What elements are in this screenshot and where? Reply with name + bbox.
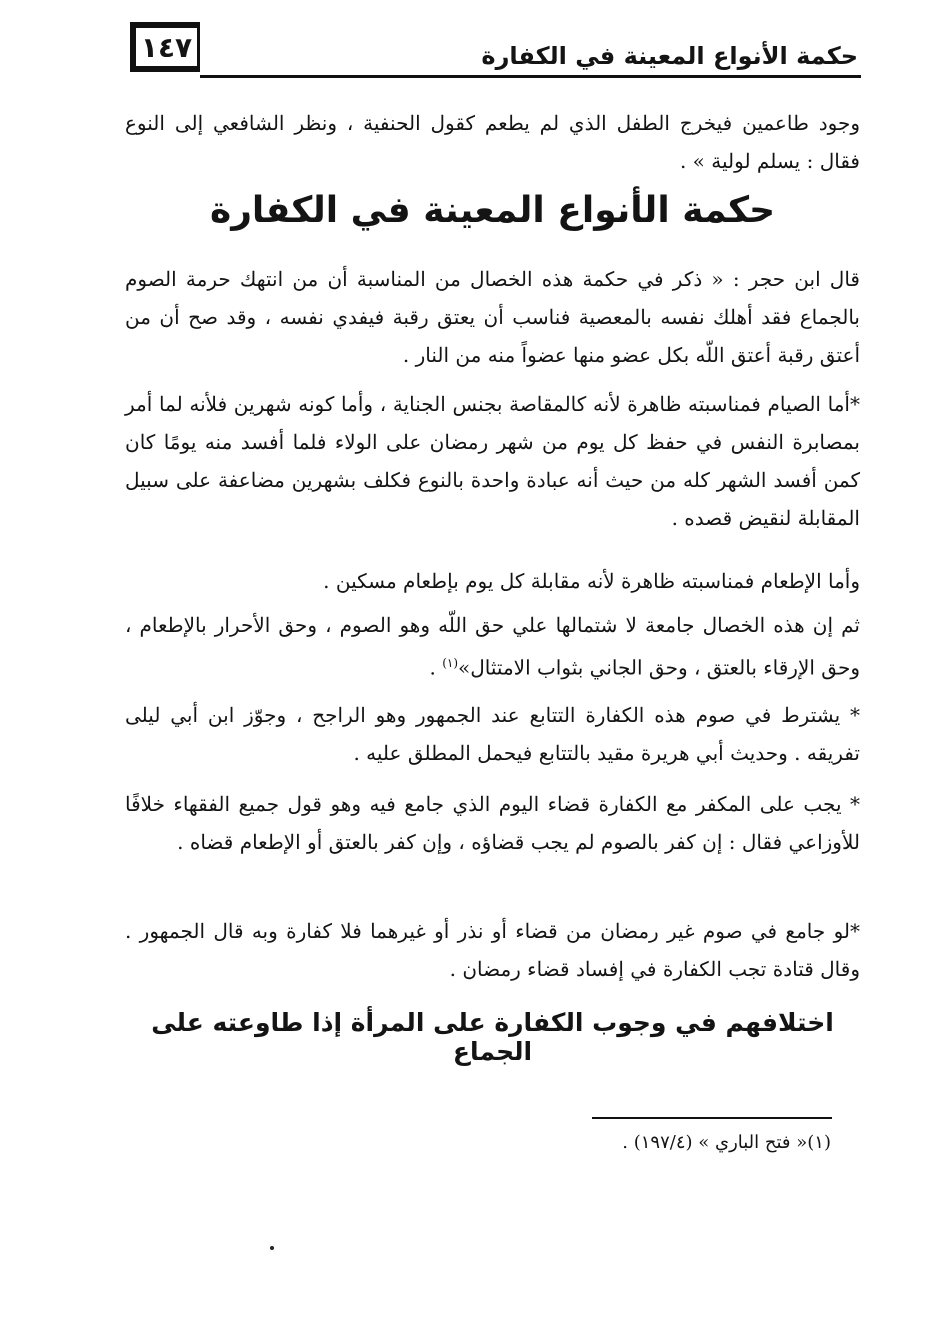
paragraph-continuation [125,104,860,180]
paragraph-feeding [125,562,860,600]
paragraph-makeup [125,785,860,861]
page-number [130,22,200,72]
running-title: حكمة الأنواع المعينة في الكفارة [481,42,858,70]
paragraph-fasting [125,385,860,537]
paragraph-text: وجود طاعمين فيخرج الطفل الذي لم يطعم كقول الحنفية ، ونظر الشافعي إلى النوع فقال : يسلم لولية » . [125,111,860,173]
paragraph-ibn-hajar [125,260,860,374]
footnote-ref: (١) [442,656,459,670]
footnote: (١)« فتح الباري » (١٩٧/٤) . [622,1132,831,1153]
paragraph-text: ثم إن هذه الخصال جامعة لا شتمالها علي حق اللّه وهو الصوم ، وحق الأحرار بالإطعام ، وحق الإرقاء بالعتق ، وحق الجاني بثواب الامتثال» [125,613,860,680]
paragraph-text-wrap [125,606,860,687]
header-rule [200,75,861,78]
paragraph-other-fasts [125,912,860,988]
paragraph-succession [125,696,860,772]
subsection-heading: اختلافهم في وجوب الكفارة على المرأة إذا طاوعته على الجماع [151,1008,834,1066]
paragraph-text: * يجب على المكفر مع الكفارة قضاء اليوم الذي جامع فيه وهو قول جميع الفقهاء خلافًا للأوزاعي فقال : إن كفر بالصوم لم يجب قضاؤه ، وإن كفر بالعتق أو الإطعام قضاه . [125,792,860,854]
scan-speck [270,1246,274,1250]
paragraph-text: * يشترط في صوم هذه الكفارة التتابع عند الجمهور وهو الراجح ، وجوّز ابن أبي ليلى تفريقه . وحديث أبي هريرة مقيد بالتتابع فيحمل المطلق عليه . [125,703,860,765]
paragraph-end: . [429,655,443,680]
paragraph-text: *لو جامع في صوم غير رمضان من قضاء أو نذر أو غيرهما فلا كفارة وبه قال الجمهور . وقال قتادة تجب الكفارة في إفساد قضاء رمضان . [125,919,860,981]
paragraph-text: قال ابن حجر : « ذكر في حكمة هذه الخصال من المناسبة أن من انتهك حرمة الصوم بالجماع فقد أهلك نفسه بالمعصية فناسب أن يعتق رقبة فيفدي نفسه ، وقد صح أن من أعتق رقبة أعتق اللّه بكل عضو منها عضواً منه من النار . [125,267,860,367]
paragraph-text: *أما الصيام فمناسبته ظاهرة لأنه كالمقاصة بجنس الجناية ، وأما كونه شهرين فلأنه لما أمر بمصابرة النفس في حفظ كل يوم من شهر رمضان على الولاء فلما أفسد منه يومًا كان كمن أفسد الشهر كله من حيث أنه عبادة واحدة بالنوع فكلف بشهرين مضاعفة على سبيل المقابلة لنقيض قصده . [125,392,860,530]
paragraph-text: وأما الإطعام فمناسبته ظاهرة لأنه مقابلة كل يوم بإطعام مسكين . [323,569,860,593]
section-heading: حكمة الأنواع المعينة في الكفارة [209,190,776,231]
footnote-rule [592,1117,832,1119]
paragraph-rights [125,606,860,687]
page-number-text: ١٤٧ [140,30,193,64]
